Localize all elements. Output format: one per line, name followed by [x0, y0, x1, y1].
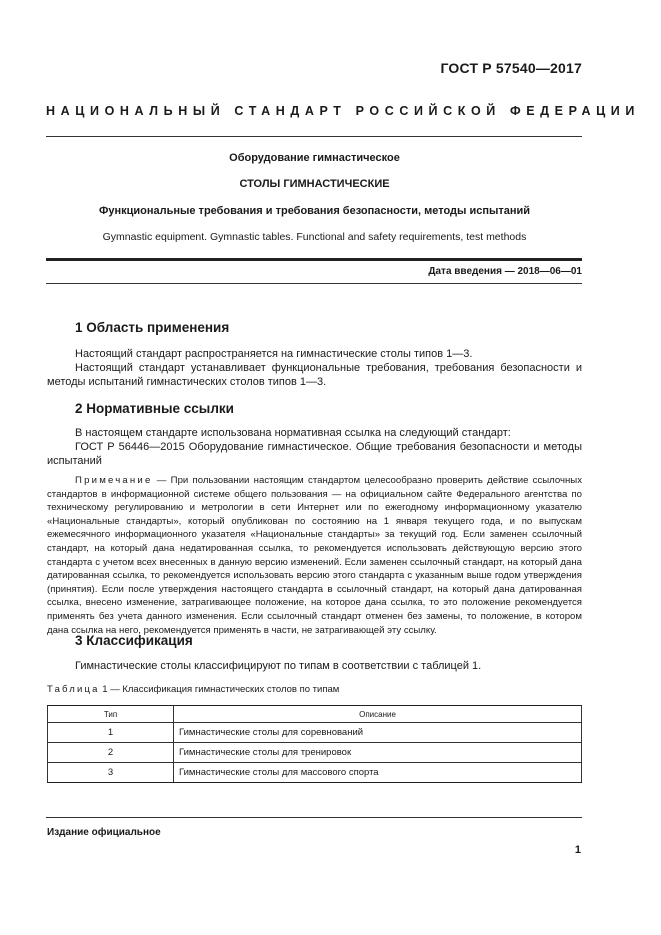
table-cell-description: Гимнастические столы для соревнований [174, 723, 582, 743]
title-line-2: СТОЛЫ ГИМНАСТИЧЕСКИЕ [239, 178, 390, 190]
section-1-heading-text: 1 Область применения [75, 320, 230, 335]
section-2-note [47, 474, 582, 637]
national-standard-banner: НАЦИОНАЛЬНЫЙ СТАНДАРТ РОССИЙСКОЙ ФЕДЕРАЦИИ [46, 104, 640, 118]
section-2-heading [75, 401, 234, 416]
title-english: Gymnastic equipment. Gymnastic tables. Functional and safety requirements, test methods [102, 231, 527, 243]
section-1-paragraph-1: Настоящий стандарт распространяется на гимнастические столы типов 1—3. [75, 348, 473, 360]
note-label: Примечание [75, 475, 153, 486]
official-edition: Издание официальное [47, 827, 161, 838]
intro-date: Дата введения — 2018—06—01 [428, 266, 582, 277]
table-caption-label: Таблица [47, 684, 100, 695]
page-number: 1 [574, 844, 581, 856]
section-2-paragraph-1: В настоящем стандарте использована нормативная ссылка на следующий стандарт: [75, 427, 511, 439]
section-2-heading-text: 2 Нормативные ссылки [75, 401, 234, 416]
table-row [48, 723, 582, 743]
title-line-1: Оборудование гимнастическое [229, 152, 400, 164]
note-text: — При пользовании настоящим стандартом целесообразно проверить действие ссылочных стандартов в информационной системе общего пользования — на официальном сайте Федерального агентства по техническому регулированию и метрологии в сети Интернет или по ежегодному информационному указателю «Национальные стандарты», который опубликован по состоянию на 1 января текущего года, и по выпускам ежемесячного информационного указателя «Национальные стандарты» за текущий год. Если заменен ссылочный стандарт, на который дана недатированная ссылка, то рекомендуется использовать действующую версию этого стандарта с учетом всех внесенных в данную версию изменений. Если заменен ссылочный стандарт, на который дана датированная ссылка, то рекомендуется использовать версию этого стандарта с указанным выше годом утверждения (принятия). Если после утверждения настоящего стандарта в ссылочный стандарт, на который дана датированная ссылка, внесено изменение, затрагивающее положение, на которое дана ссылка, то это положение рекомендуется применять без учета данного изменения. Если ссылочный стандарт отменен без замены, то положение, в котором дана ссылка на него, рекомендуется применять в части, не затрагивающей эту ссылку. [47, 475, 582, 636]
table-header-type: Тип [48, 706, 174, 723]
table-cell-description: Гимнастические столы для тренировок [174, 743, 582, 763]
footer-divider [46, 817, 582, 818]
section-3-paragraph-1: Гимнастические столы классифицируют по типам в соответствии с таблицей 1. [75, 660, 482, 672]
section-3-heading [75, 633, 193, 648]
table-header-description: Описание [174, 706, 582, 723]
table-header-row [48, 706, 582, 723]
table-cell-type: 2 [48, 743, 174, 763]
section-3-heading-text: 3 Классификация [75, 633, 193, 648]
section-2-paragraph-2: ГОСТ Р 56446—2015 Оборудование гимнастическое. Общие требования безопасности и методы испытаний [47, 441, 582, 467]
section-1-paragraph-2: Настоящий стандарт устанавливает функциональные требования, требования безопасности и методы испытаний гимнастических столов типов 1—3. [47, 362, 582, 388]
table-row [48, 743, 582, 763]
date-divider [46, 283, 582, 284]
table-cell-description: Гимнастические столы для массового спорта [174, 763, 582, 783]
standard-number: ГОСТ Р 57540—2017 [440, 60, 582, 76]
classification-table [47, 705, 582, 783]
table-caption-text: 1 — Классификация гимнастических столов по типам [99, 684, 340, 695]
table-cell-type: 3 [48, 763, 174, 783]
table-cell-type: 1 [48, 723, 174, 743]
section-1-heading [75, 320, 229, 335]
title-line-3: Функциональные требования и требования безопасности, методы испытаний [98, 205, 531, 217]
header-divider [46, 136, 582, 137]
table-caption [47, 684, 339, 695]
title-divider [46, 258, 582, 261]
table-row [48, 763, 582, 783]
